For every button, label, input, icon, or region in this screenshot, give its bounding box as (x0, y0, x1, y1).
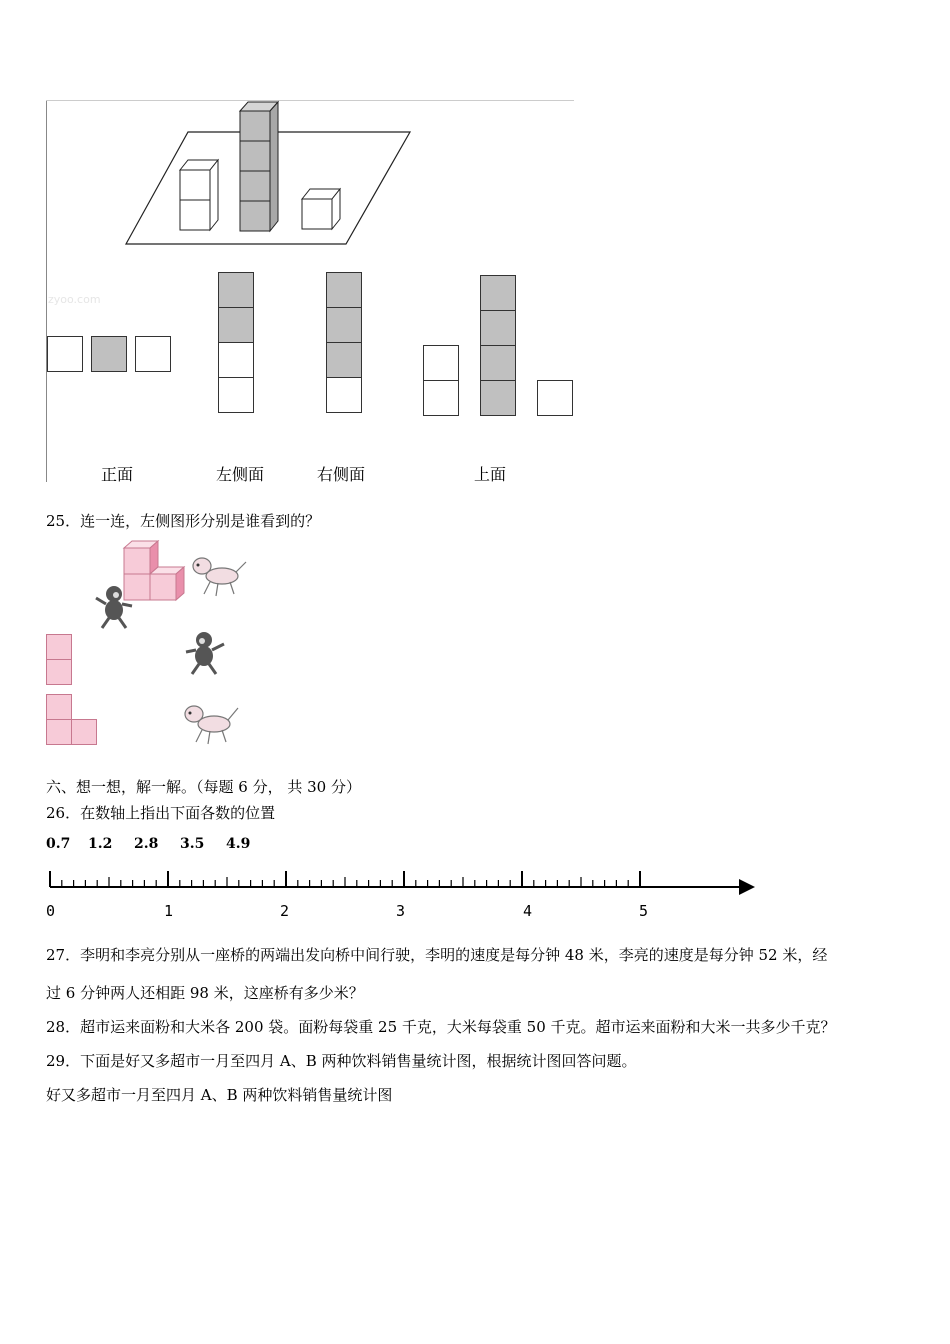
number-3-5: 3.5 (180, 836, 205, 852)
svg-text:zyoo.com: zyoo.com (48, 293, 101, 306)
right-view-square (326, 377, 362, 413)
question-27-line-2: 过 6 分钟两人还相距 98 米，这座桥有多少米？ (46, 984, 364, 1002)
number-4-9: 4.9 (226, 836, 251, 852)
question-27-line-1: 27．李明和李亮分别从一座桥的两端出发向桥中间行驶，李明的速度是每分钟 48 米，李亮的速度是每分钟 52 米，经 (46, 946, 828, 964)
top-view-square (480, 380, 516, 416)
top-view-square (480, 310, 516, 346)
pink-square (71, 719, 97, 745)
left-view-square (218, 377, 254, 413)
view-label-left: 左侧面 (216, 465, 265, 484)
top-view-square (537, 380, 573, 416)
top-view-square (480, 345, 516, 381)
view-label-front: 正面 (101, 465, 134, 484)
pink-square (46, 659, 72, 685)
front-view-square (91, 336, 127, 372)
question-26: 26．在数轴上指出下面各数的位置 (46, 804, 276, 822)
axis-label-4: 4 (523, 902, 533, 920)
front-view-square (135, 336, 171, 372)
left-view-square (218, 272, 254, 308)
axis-label-1: 1 (164, 902, 174, 920)
monkey-icon (182, 630, 228, 676)
number-0-7: 0.7 (46, 836, 71, 852)
pink-square (46, 634, 72, 660)
dog-icon (188, 552, 250, 600)
pink-square (46, 719, 72, 745)
left-view-square (218, 342, 254, 378)
axis-label-5: 5 (639, 902, 649, 920)
number-2-8: 2.8 (134, 836, 159, 852)
number-1-2: 1.2 (88, 836, 113, 852)
chart-title: 好又多超市一月至四月 A、B 两种饮料销售量统计图 (46, 1086, 393, 1104)
axis-label-0: 0 (46, 902, 56, 920)
number-line-arrow (739, 879, 755, 895)
dog-icon (180, 700, 242, 748)
right-view-square (326, 272, 362, 308)
question-28: 28．超市运来面粉和大米各 200 袋。面粉每袋重 25 千克，大米每袋重 50 千克。超市运来面粉和大米一共多少千克？ (46, 1018, 836, 1036)
right-view-square (326, 307, 362, 343)
axis-label-3: 3 (396, 902, 406, 920)
left-view-square (218, 307, 254, 343)
top-view-square (480, 275, 516, 311)
monkey-icon (92, 584, 138, 630)
right-view-square (326, 342, 362, 378)
number-line (40, 868, 760, 898)
view-label-right: 右侧面 (317, 465, 366, 484)
cube-views-figure (46, 100, 574, 482)
section-6-header: 六、想一想，解一解。（每题 6 分， 共 30 分） (46, 778, 361, 796)
view-label-top: 上面 (474, 465, 507, 484)
question-29: 29．下面是好又多超市一月至四月 A、B 两种饮料销售量统计图，根据统计图回答问题。 (46, 1052, 637, 1070)
question-25: 25．连一连，左侧图形分别是谁看到的？ (46, 512, 321, 530)
top-view-square (423, 380, 459, 416)
top-view-square (423, 345, 459, 381)
axis-label-2: 2 (280, 902, 290, 920)
front-view-square (47, 336, 83, 372)
pink-square (46, 694, 72, 720)
